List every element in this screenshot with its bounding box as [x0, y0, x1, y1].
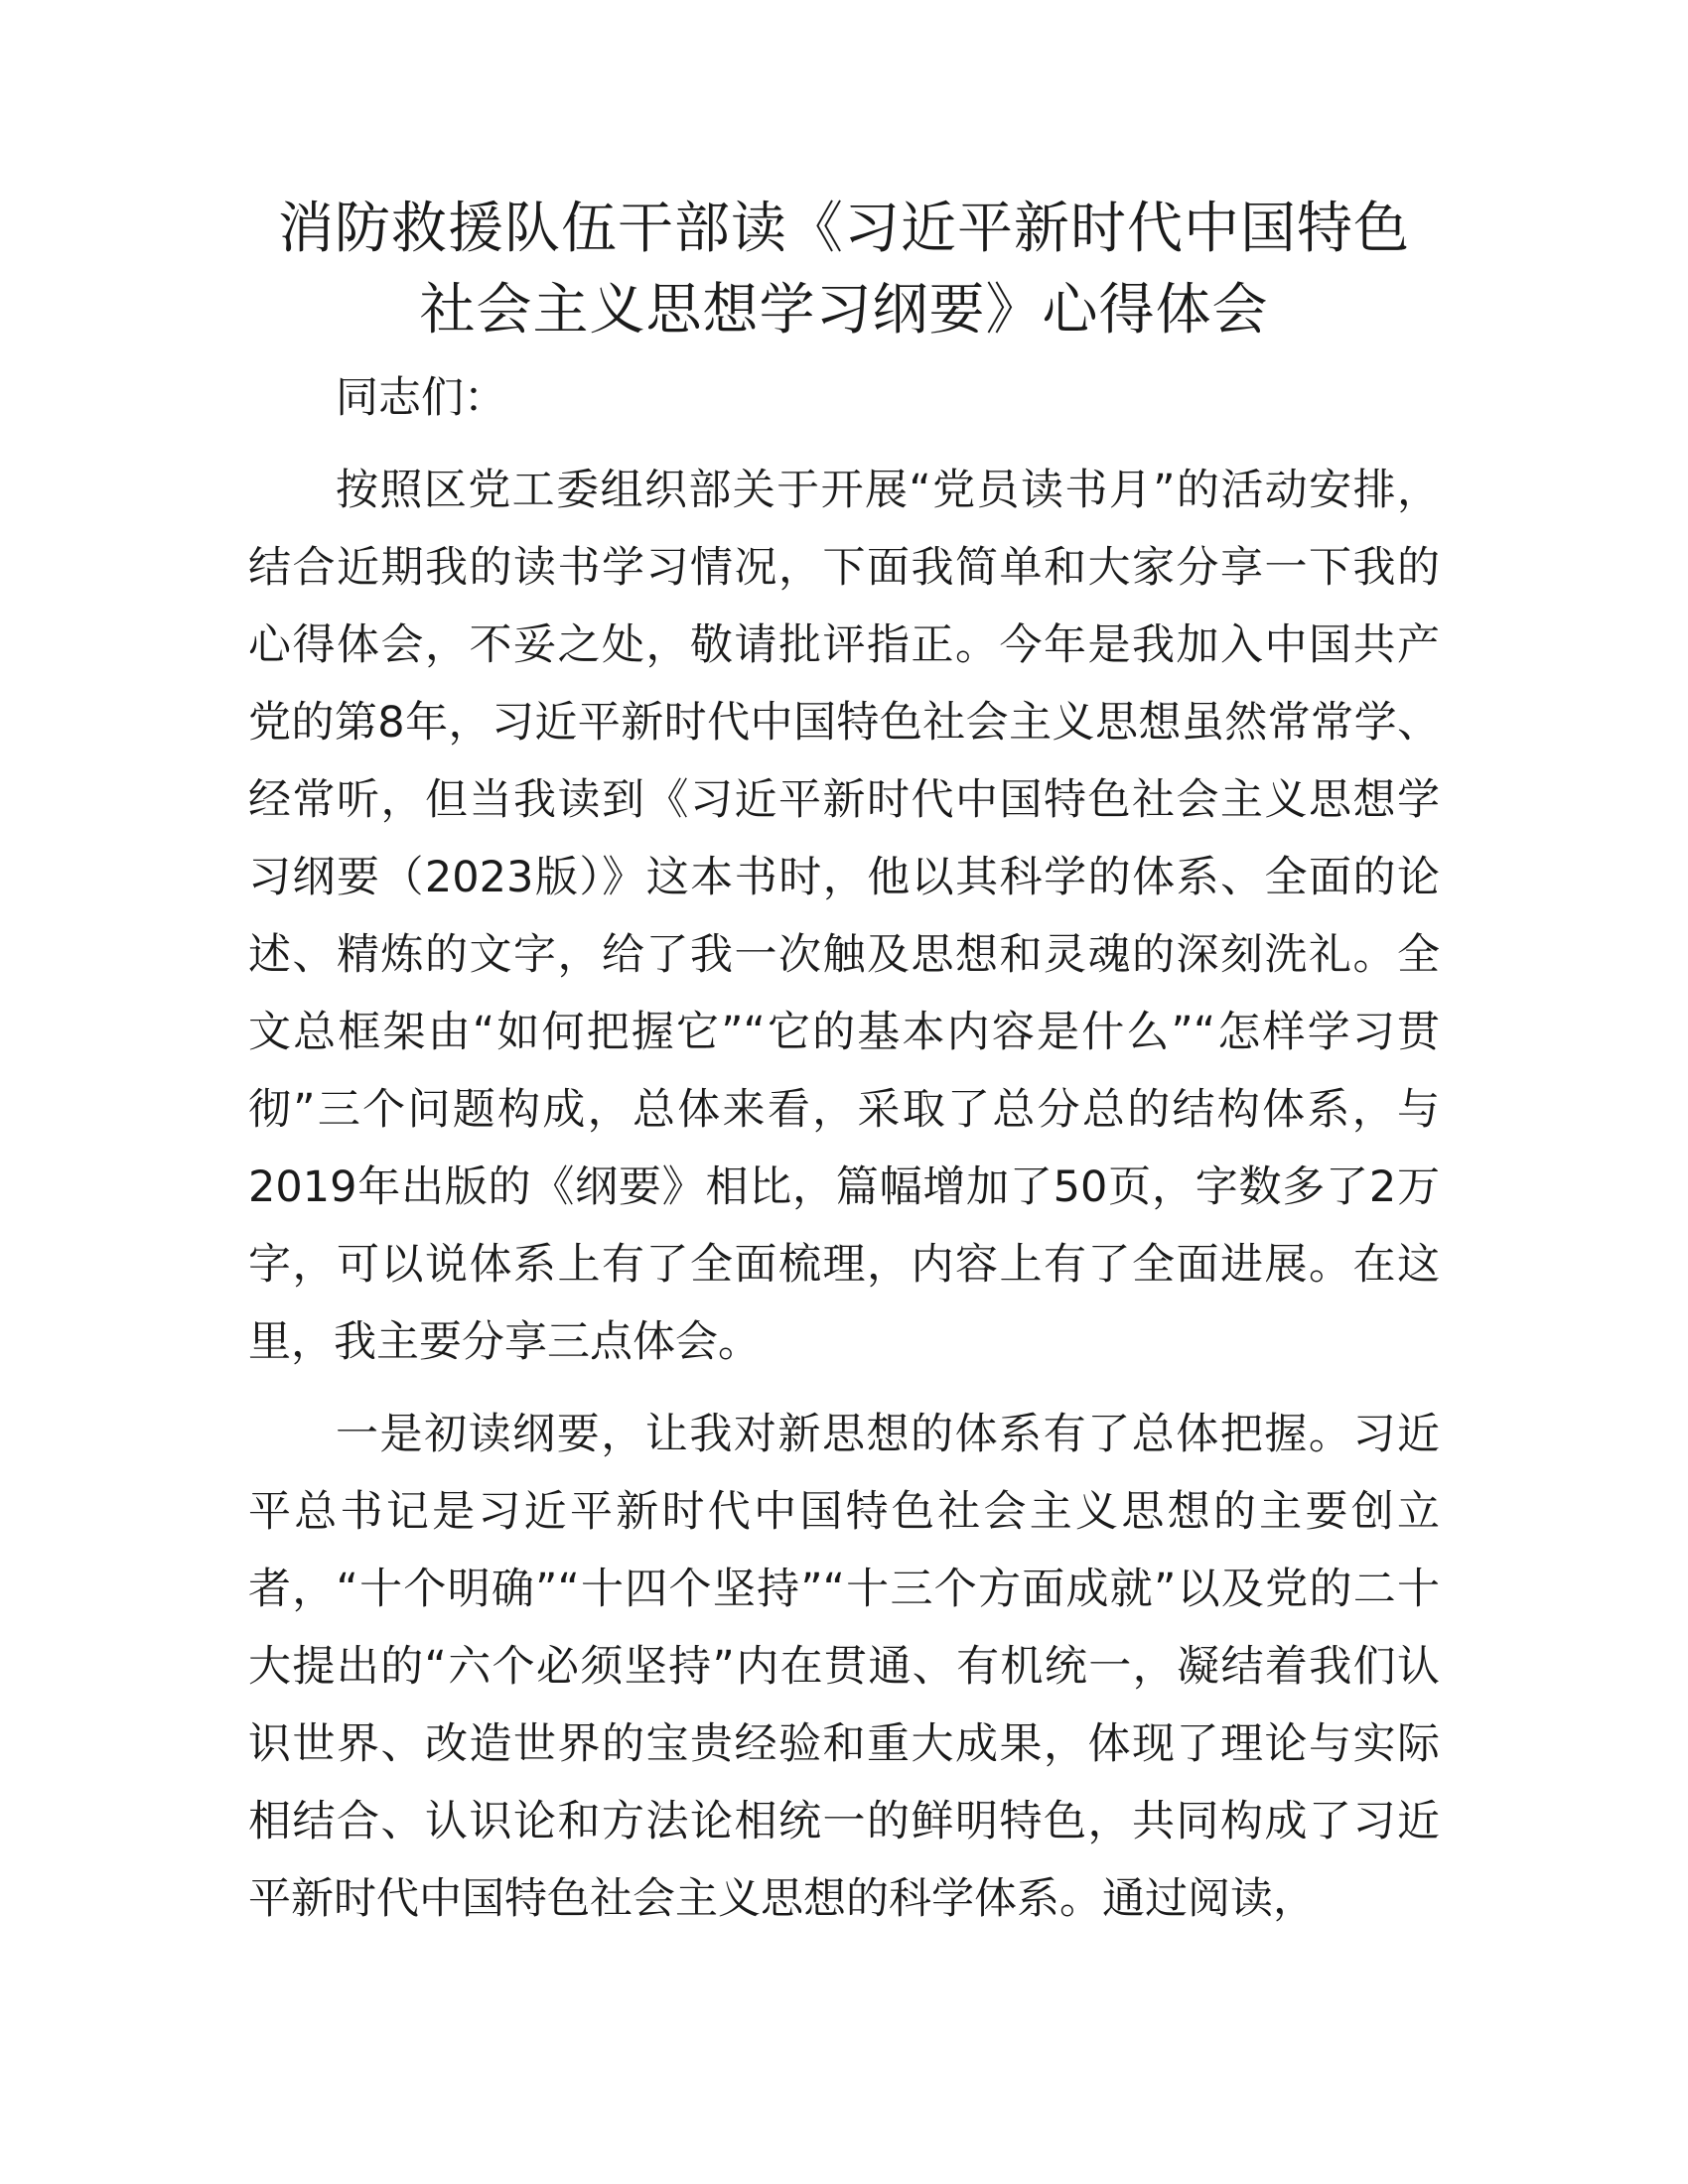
salutation: 同志们： [336, 373, 506, 423]
paragraph-2: 一是初读纲要，让我对新思想的体系有了总体把握。习近平总书记是习近平新时代中国特色社会主义思想的主要创立者，“十个明确”“十四个坚持”“十三个方面成就”以及党的二十大提出的“六个必须坚持”内在贯通、有机统一，凝结着我们认识世界、改造世界的宝贵经验和重大成果，体现了理论与实际相结合、认识论和方法论相统一的鲜明特色，共同构成了习近平新时代中国特色社会主义思想的科学体系。通过阅读， [248, 1410, 1440, 1924]
document-title [248, 189, 1440, 351]
title-line-1: 消防救援队伍干部读《习近平新时代中国特色 [278, 197, 1410, 261]
document-body [248, 189, 1440, 1938]
title-line-2: 社会主义思想学习纲要》心得体会 [419, 278, 1269, 342]
paragraph-1: 按照区党工委组织部关于开展“党员读书月”的活动安排，结合近期我的读书学习情况，下面我简单和大家分享一下我的心得体会，不妥之处，敬请批评指正。今年是我加入中国共产党的第8年，习近平新时代中国特色社会主义思想虽然常常学、经常听，但当我读到《习近平新时代中国特色社会主义思想学习纲要（2023版）》这本书时，他以其科学的体系、全面的论述、精炼的文字，给了我一次触及思想和灵魂的深刻洗礼。全文总框架由“如何把握它”“它的基本内容是什么”“怎样学习贯彻”三个问题构成，总体来看，采取了总分总的结构体系，与2019年出版的《纲要》相比，篇幅增加了50页，字数多了2万字，可以说体系上有了全面梳理，内容上有了全面进展。在这里，我主要分享三点体会。 [248, 466, 1440, 1367]
